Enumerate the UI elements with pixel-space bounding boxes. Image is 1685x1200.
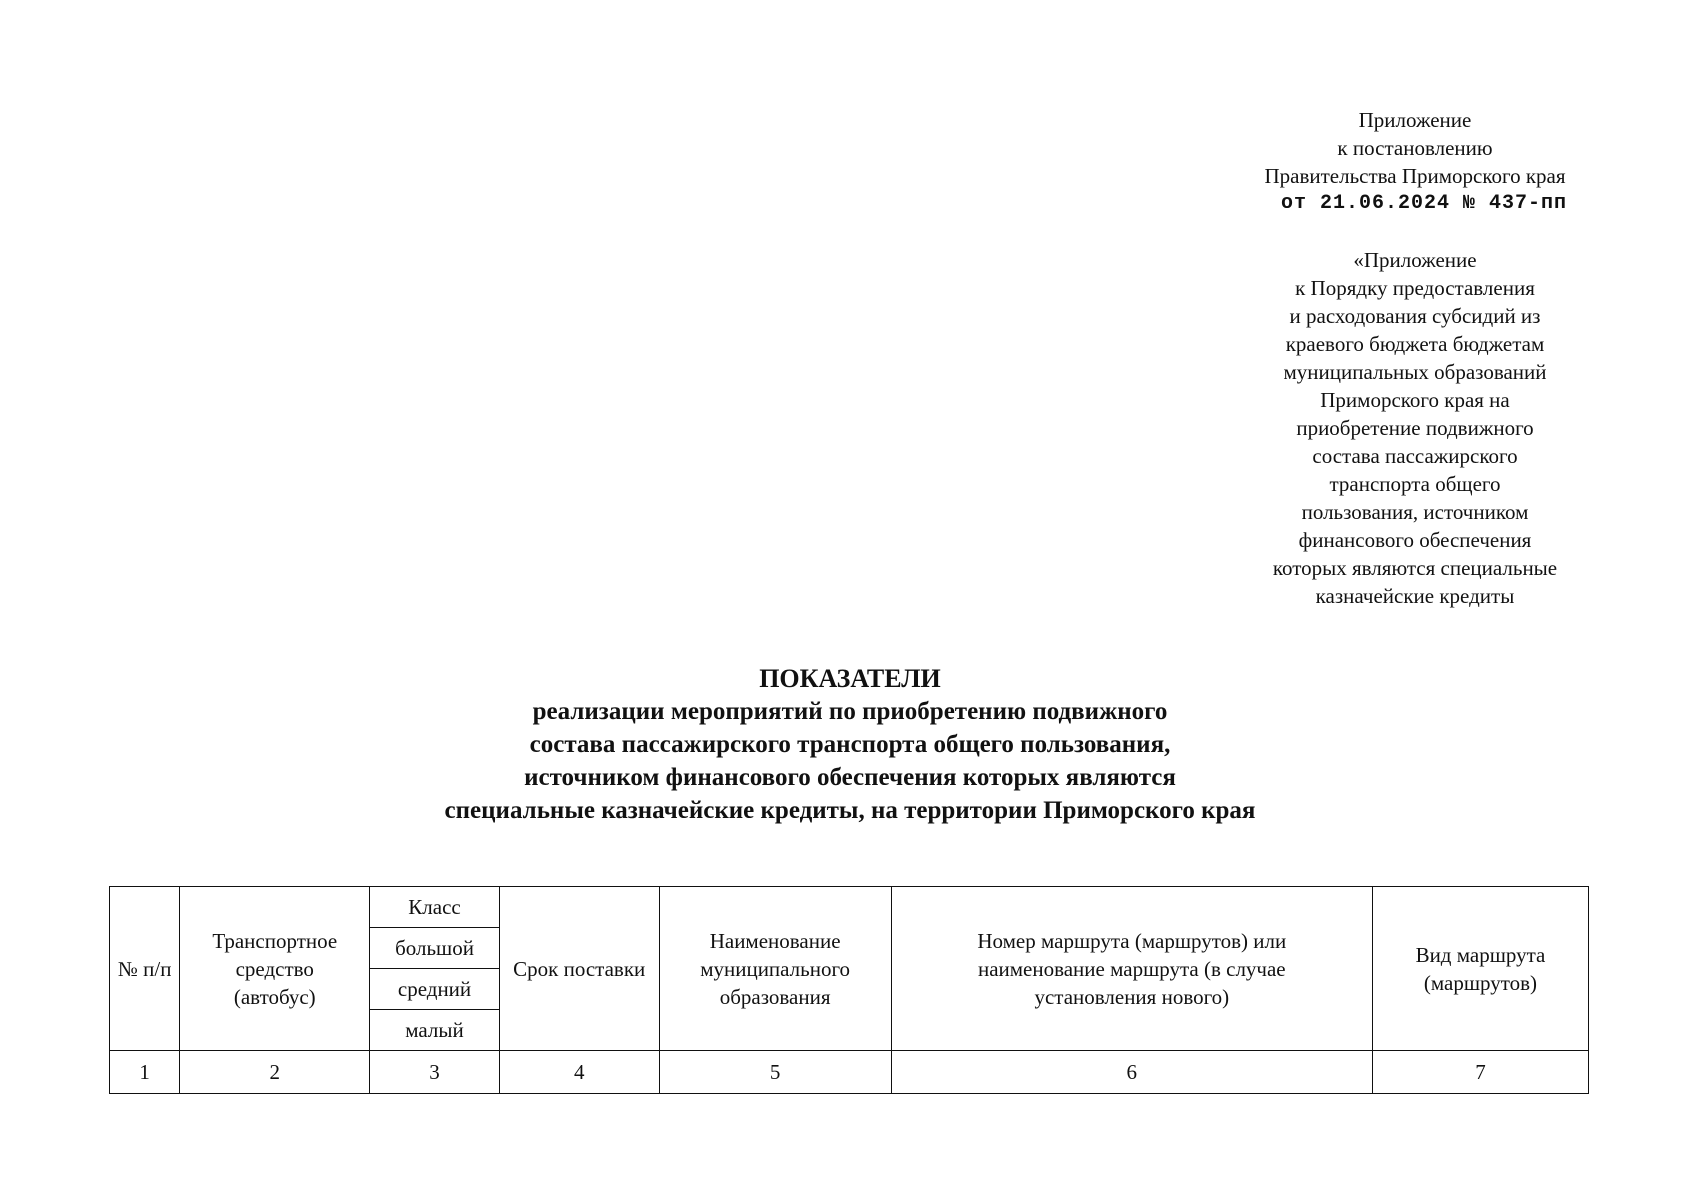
header-route-number [891,887,1372,1051]
class-option-small: малый [370,1010,500,1051]
header-num: № п/п [110,887,180,1051]
appendix-line: и расходования субсидий из [1289,304,1541,328]
title-line: реализации мероприятий по приобретению подвижного [532,698,1168,725]
column-number: 7 [1372,1051,1588,1094]
appendix-reference [1185,246,1645,610]
header-line: Приложение [1358,108,1472,132]
column-number: 4 [499,1051,659,1094]
indicators-table [109,886,1589,1094]
appendix-line: финансового обеспечения [1298,528,1532,552]
appendix-line: состава пассажирского [1312,444,1518,468]
header-route-type-line: Вид маршрута [1415,942,1546,967]
appendix-line: краевого бюджета бюджетам [1285,332,1545,356]
header-vehicle-line: Транспортное [212,928,338,953]
column-number: 1 [110,1051,180,1094]
header-route-number-line: наименование маршрута (в случае [977,956,1286,981]
column-number: 2 [180,1051,370,1094]
header-route-number-line: Номер маршрута (маршрутов) или [977,928,1287,953]
appendix-line: пользования, источником [1301,500,1529,524]
approval-header [1185,106,1645,218]
header-vehicle-line: (автобус) [233,984,316,1009]
header-municipality-line: образования [719,984,831,1009]
appendix-line: «Приложение [1353,248,1477,272]
decree-reference: от 21.06.2024 № 437-пп [1280,192,1568,215]
appendix-line: казначейские кредиты [1315,584,1515,608]
class-option-medium: средний [370,969,500,1010]
appendix-line: Приморского края на [1320,388,1510,412]
appendix-line: которых являются специальные [1272,556,1558,580]
appendix-line: приобретение подвижного [1296,416,1534,440]
column-number: 3 [370,1051,500,1094]
header-delivery: Срок поставки [499,887,659,1051]
column-number: 6 [891,1051,1372,1094]
title-main: ПОКАЗАТЕЛИ [759,664,941,693]
header-line: к постановлению [1337,136,1493,160]
title-line: состава пассажирского транспорта общего пользования, [529,731,1171,758]
header-municipality-line: Наименование [709,928,841,953]
header-municipality-line: муниципального [700,956,851,981]
column-numbers-row [110,1051,1589,1094]
appendix-line: транспорта общего [1329,472,1501,496]
title-line: специальные казначейские кредиты, на территории Приморского края [444,797,1256,824]
header-vehicle [180,887,370,1051]
header-municipality [659,887,891,1051]
appendix-line: муниципальных образований [1283,360,1547,384]
class-option-large: большой [370,928,500,969]
header-vehicle-line: средство [235,956,314,981]
header-class: Класс [370,887,500,928]
header-line: Правительства Приморского края [1264,164,1566,188]
appendix-line: к Порядку предоставления [1295,276,1535,300]
header-route-type [1372,887,1588,1051]
header-route-type-line: (маршрутов) [1423,970,1538,995]
document-title [300,662,1400,827]
title-line: источником финансового обеспечения которых являются [524,764,1176,791]
column-number: 5 [659,1051,891,1094]
header-route-number-line: установления нового) [1034,984,1230,1009]
